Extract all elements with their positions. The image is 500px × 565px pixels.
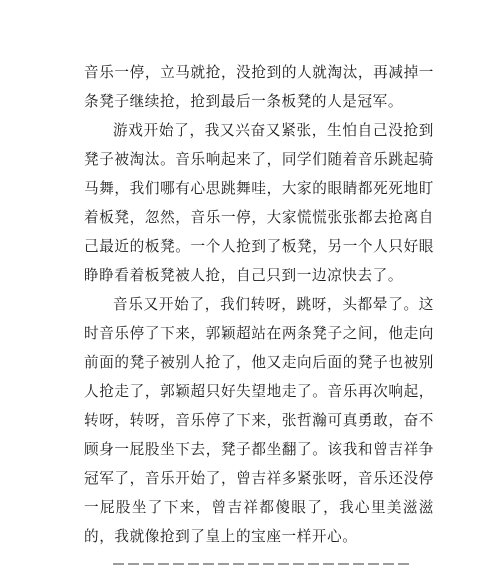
paragraph-1: 音乐一停，立马就抢，没抢到的人就淘汰，再减掉一条凳子继续抢，抢到最后一条板凳的人是冠军。 xyxy=(84,64,434,110)
paragraph-3: 音乐又开始了，我们转呀，跳呀，头都晕了。这时音乐停了下来，郭颖超站在两条凳子之间，他走向前面的凳子被别人抢了，他又走向后面的凳子也被别人抢走了，郭颖超只好失望地走了。音乐再次响起，转呀，转呀，音乐停了下来，张哲瀚可真勇敢，奋不顾身一屁股坐下去，凳子都坐翻了。该我和曾吉祥争冠军了，音乐开始了，曾吉祥多紧张呀，音乐还没停一屁股坐了下来，曾吉祥都傻眼了，我心里美滋滋的，我就像抢到了皇上的宝座一样开心。 xyxy=(84,296,434,545)
cut-off-next-line xyxy=(113,557,413,565)
paragraph-2: 游戏开始了，我又兴奋又紧张，生怕自己没抢到凳子被淘汰。音乐响起来了，同学们随着音乐跳起骑马舞，我们哪有心思跳舞哇，大家的眼睛都死死地盯着板凳，忽然，音乐一停，大家慌慌张张都去抢离自己最近的板凳。一个人抢到了板凳，另一个人只好眼睁睁看着板凳被人抢，自己只到一边凉快去了。 xyxy=(84,122,434,284)
document-body xyxy=(84,58,434,551)
